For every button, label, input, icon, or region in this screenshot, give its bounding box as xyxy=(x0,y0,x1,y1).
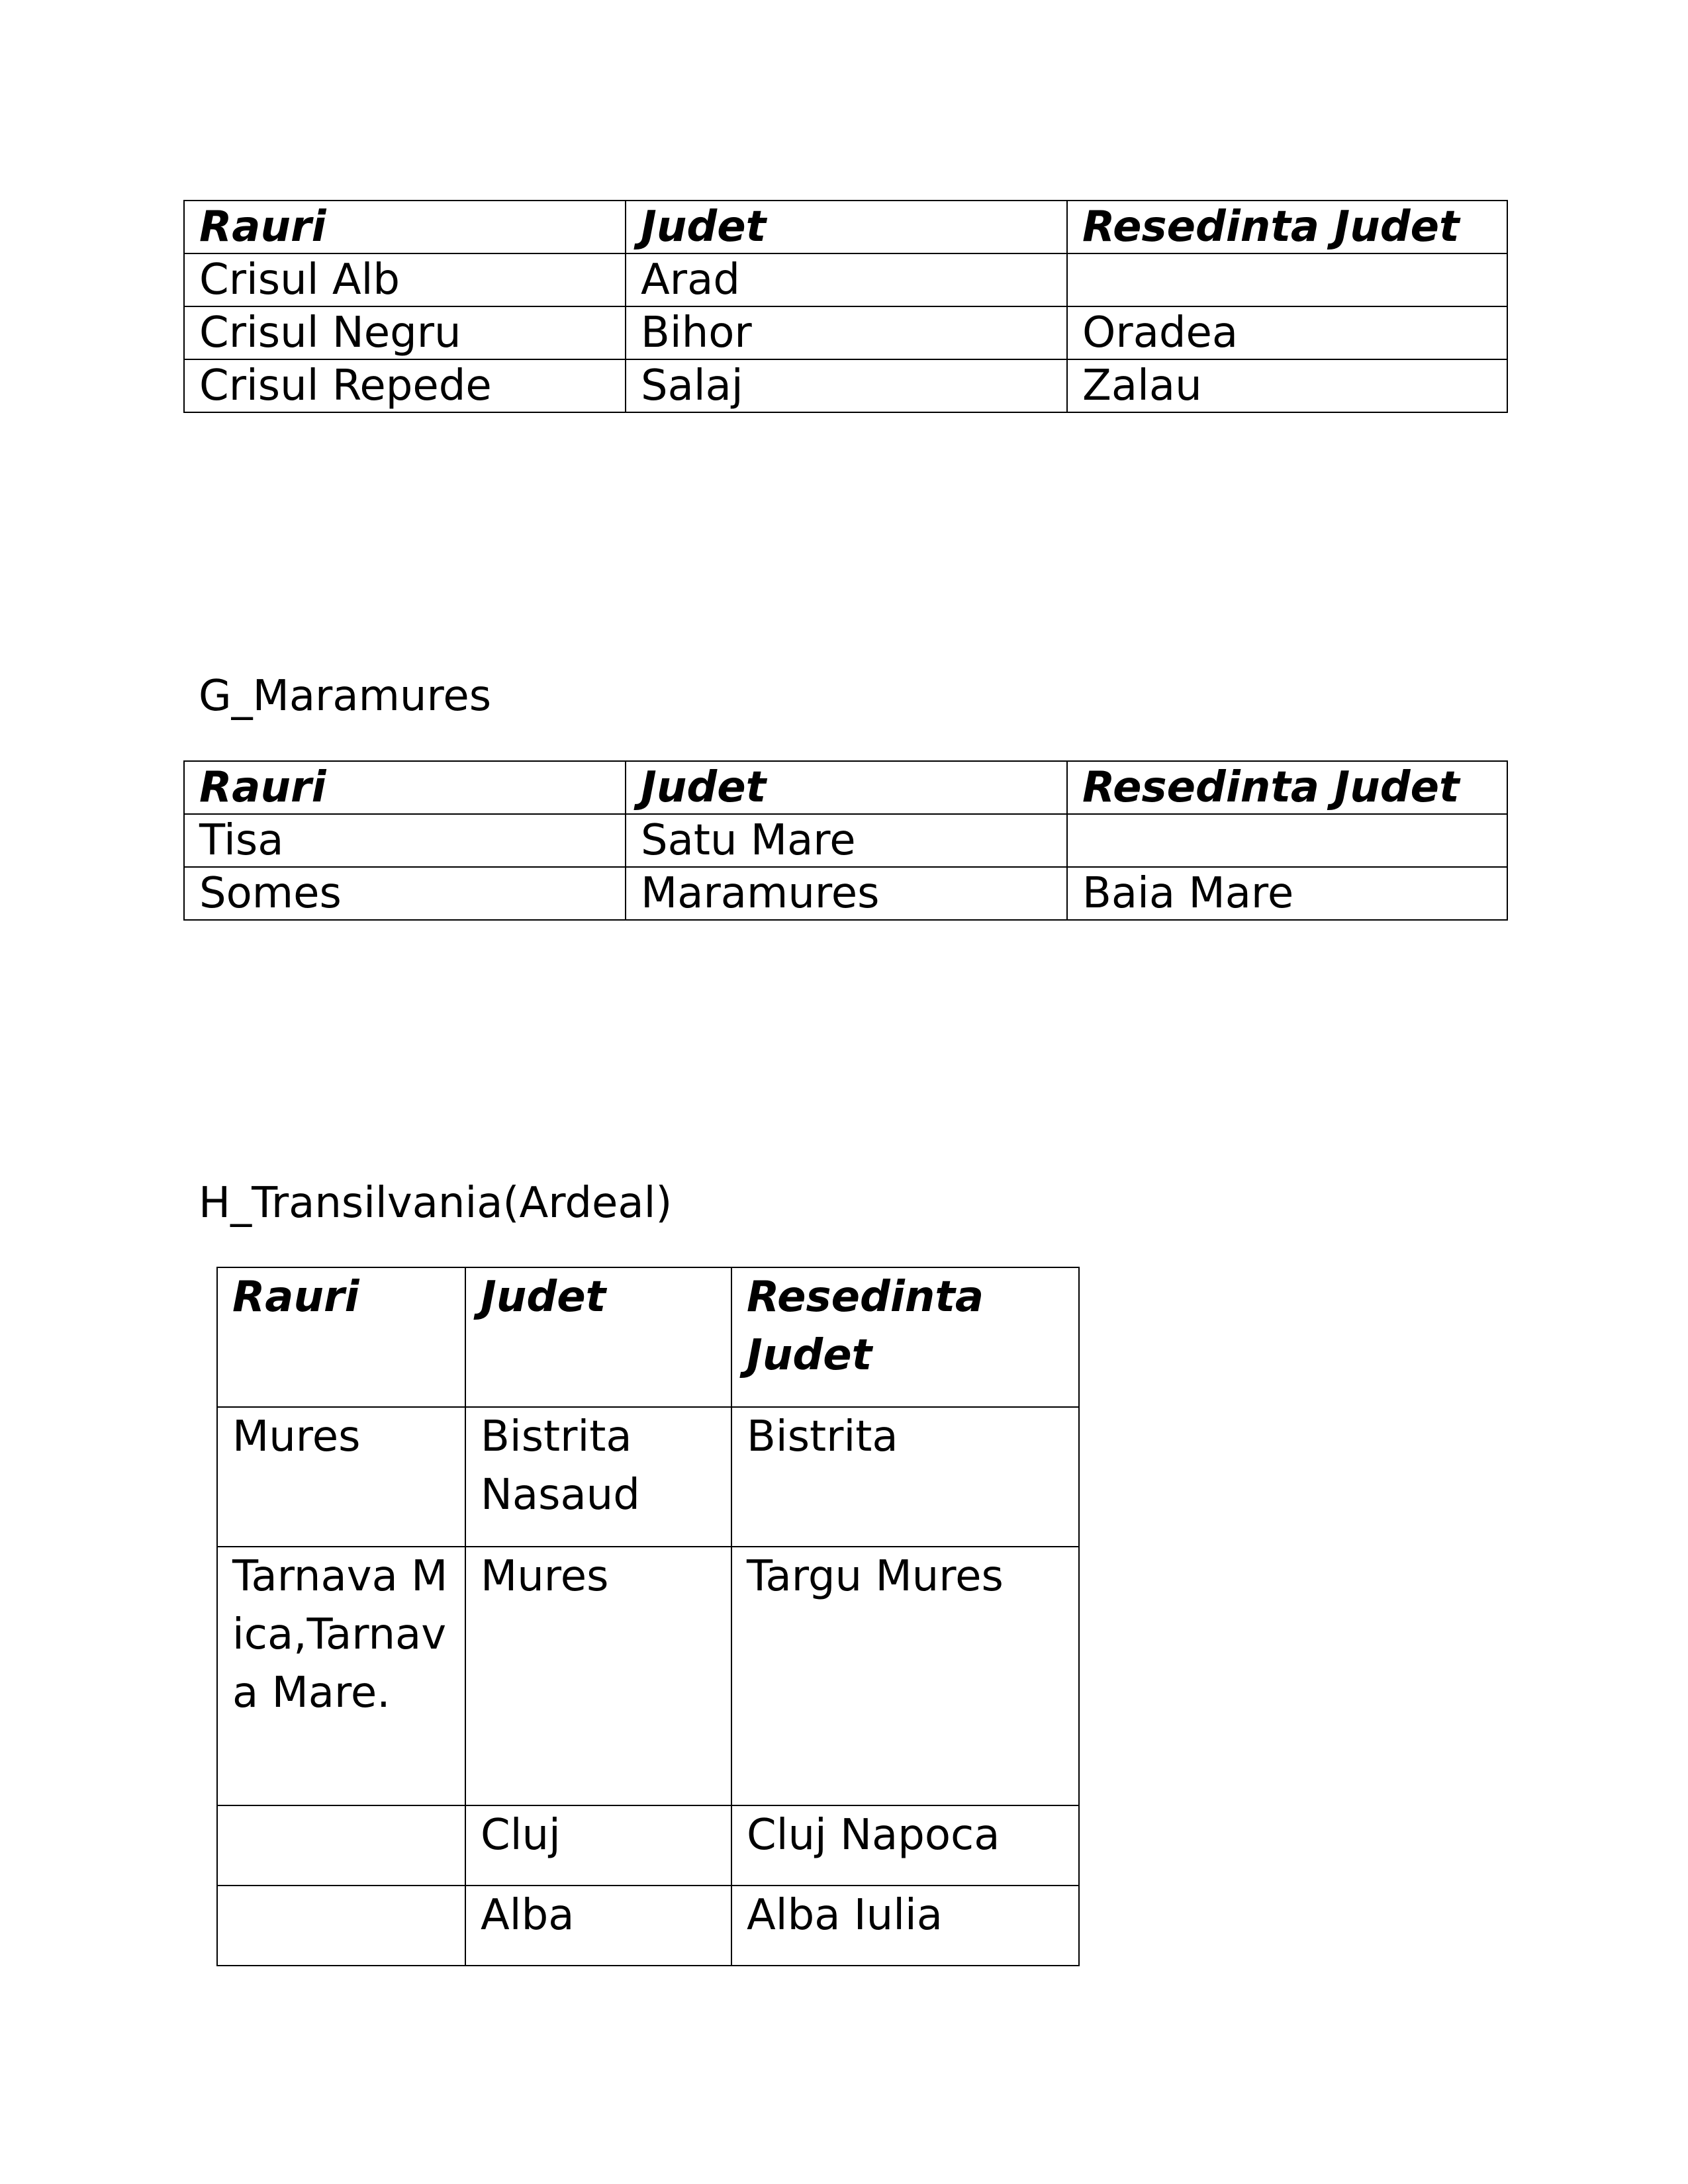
table-row xyxy=(217,1805,1079,1886)
cell-judet: Alba xyxy=(465,1886,731,1966)
cell-rauri: Tarnava Mica,Tarnava Mare. xyxy=(217,1547,465,1805)
column-header-judet: Judet xyxy=(626,761,1067,814)
table-row xyxy=(217,1886,1079,1966)
cell-judet: Cluj xyxy=(465,1805,731,1886)
cell-rauri: Crisul Repede xyxy=(184,359,626,412)
cell-rauri: Crisul Alb xyxy=(184,253,626,306)
cell-resedinta: Zalau xyxy=(1067,359,1507,412)
table-row xyxy=(184,306,1507,359)
cell-resedinta: Bistrita xyxy=(731,1407,1079,1547)
cell-resedinta: Alba Iulia xyxy=(731,1886,1079,1966)
cell-rauri: Mures xyxy=(217,1407,465,1547)
cell-judet: Bistrita Nasaud xyxy=(465,1407,731,1547)
cell-judet: Mures xyxy=(465,1547,731,1805)
cell-resedinta xyxy=(1067,814,1507,867)
table-row xyxy=(217,1407,1079,1547)
cell-resedinta: Cluj Napoca xyxy=(731,1805,1079,1886)
column-header-resedinta-judet: Resedinta Judet xyxy=(731,1267,1079,1407)
column-header-judet: Judet xyxy=(626,201,1067,253)
cell-rauri: Somes xyxy=(184,867,626,920)
column-header-resedinta-judet: Resedinta Judet xyxy=(1067,761,1507,814)
cell-rauri xyxy=(217,1805,465,1886)
cell-rauri: Crisul Negru xyxy=(184,306,626,359)
column-header-judet: Judet xyxy=(465,1267,731,1407)
cell-judet: Salaj xyxy=(626,359,1067,412)
cell-rauri: Tisa xyxy=(184,814,626,867)
column-header-rauri: Rauri xyxy=(217,1267,465,1407)
rivers-table-maramures xyxy=(183,760,1508,921)
rivers-table-crisuri xyxy=(183,200,1508,413)
rivers-table-transilvania xyxy=(216,1267,1080,1966)
cell-resedinta xyxy=(1067,253,1507,306)
cell-resedinta: Oradea xyxy=(1067,306,1507,359)
table-row xyxy=(184,867,1507,920)
table-header-row xyxy=(184,201,1507,253)
cell-rauri xyxy=(217,1886,465,1966)
cell-judet: Arad xyxy=(626,253,1067,306)
column-header-resedinta-judet: Resedinta Judet xyxy=(1067,201,1507,253)
table-header-row xyxy=(184,761,1507,814)
column-header-rauri: Rauri xyxy=(184,201,626,253)
table-row xyxy=(217,1547,1079,1805)
section-heading-maramures: G_Maramures xyxy=(199,672,492,721)
cell-resedinta: Baia Mare xyxy=(1067,867,1507,920)
table-row xyxy=(184,253,1507,306)
column-header-rauri: Rauri xyxy=(184,761,626,814)
cell-judet: Satu Mare xyxy=(626,814,1067,867)
cell-judet: Maramures xyxy=(626,867,1067,920)
cell-judet: Bihor xyxy=(626,306,1067,359)
table-row xyxy=(184,359,1507,412)
section-heading-transilvania: H_Transilvania(Ardeal) xyxy=(199,1179,673,1228)
cell-resedinta: Targu Mures xyxy=(731,1547,1079,1805)
table-row xyxy=(184,814,1507,867)
table-header-row xyxy=(217,1267,1079,1407)
